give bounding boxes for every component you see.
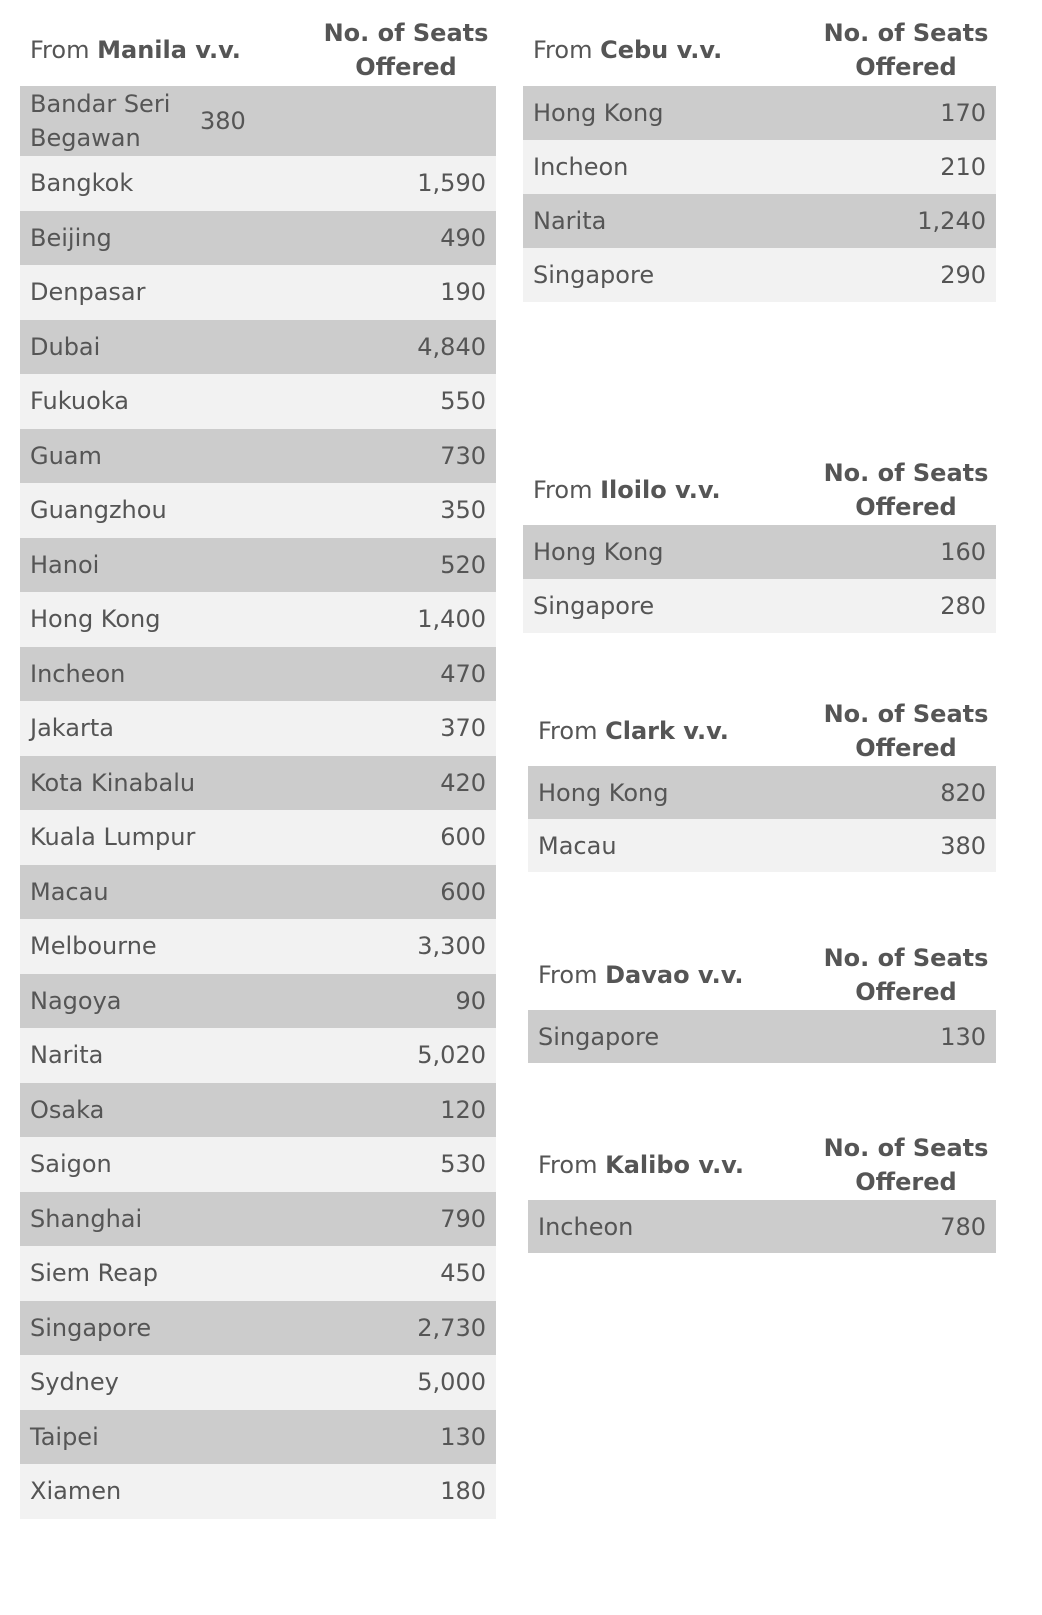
origin-name: Iloilo v.v. xyxy=(600,476,721,504)
table-row xyxy=(20,1410,496,1465)
destination-cell: Nagoya xyxy=(30,986,122,1015)
from-prefix: From xyxy=(538,961,598,989)
table-row xyxy=(20,1083,496,1138)
destination-cell: Xiamen xyxy=(30,1477,122,1506)
route-table-iloilo xyxy=(523,455,996,633)
from-prefix: From xyxy=(30,36,90,64)
destination-cell: Denpasar xyxy=(30,278,146,307)
seats-cell: 190 xyxy=(440,278,486,307)
seats-cell: 380 xyxy=(200,107,246,135)
seats-cell: 780 xyxy=(940,1212,986,1241)
table-row xyxy=(528,766,996,819)
destination-cell: Siem Reap xyxy=(30,1259,158,1288)
from-prefix: From xyxy=(533,476,593,504)
destination-cell: Macau xyxy=(30,877,109,906)
seats-column-header: No. of Seats Offered xyxy=(823,19,989,81)
route-table-manila xyxy=(20,14,496,1519)
seats-column-header: No. of Seats Offered xyxy=(823,700,989,762)
table-header xyxy=(523,455,996,525)
destination-cell: Narita xyxy=(533,207,607,235)
seats-cell: 600 xyxy=(440,877,486,906)
table-row xyxy=(20,1355,496,1410)
seats-cell: 790 xyxy=(440,1204,486,1233)
seats-cell: 420 xyxy=(440,768,486,797)
table-row xyxy=(523,194,996,248)
table-row xyxy=(20,1246,496,1301)
table-row xyxy=(20,756,496,811)
seats-cell: 280 xyxy=(940,592,986,620)
table-header xyxy=(528,696,996,766)
seats-cell: 470 xyxy=(440,659,486,688)
destination-cell: Hong Kong xyxy=(533,99,664,127)
origin-label xyxy=(528,1151,816,1179)
seats-cell: 5,020 xyxy=(417,1041,486,1070)
destination-cell: Singapore xyxy=(533,592,655,620)
seats-cell: 350 xyxy=(440,496,486,525)
destination-cell: Guam xyxy=(30,441,102,470)
table-header xyxy=(20,14,496,86)
origin-name: Kalibo v.v. xyxy=(605,1151,744,1179)
table-row xyxy=(20,320,496,375)
destination-cell: Jakarta xyxy=(30,714,114,743)
table-header xyxy=(528,1130,996,1200)
origin-label xyxy=(523,476,816,504)
destination-cell: Singapore xyxy=(538,1022,660,1051)
table-row xyxy=(20,701,496,756)
seats-cell: 520 xyxy=(440,550,486,579)
destination-cell: Taipei xyxy=(30,1422,99,1451)
seats-cell: 170 xyxy=(940,99,986,127)
table-body xyxy=(528,1200,996,1253)
seats-cell: 180 xyxy=(440,1477,486,1506)
table-body xyxy=(523,525,996,633)
table-row xyxy=(20,865,496,920)
seats-cell: 130 xyxy=(940,1022,986,1051)
seats-cell: 380 xyxy=(940,831,986,860)
destination-cell: Bandar Seri Begawan xyxy=(30,90,171,152)
destination-cell: Incheon xyxy=(538,1212,634,1241)
destination-cell: Kuala Lumpur xyxy=(30,823,196,852)
table-body xyxy=(523,86,996,302)
seats-cell: 820 xyxy=(940,778,986,807)
table-row xyxy=(528,1010,996,1063)
table-row xyxy=(20,974,496,1029)
table-row xyxy=(20,1301,496,1356)
table-row xyxy=(20,211,496,266)
table-row xyxy=(523,248,996,302)
origin-name: Clark v.v. xyxy=(605,717,729,745)
destination-cell: Saigon xyxy=(30,1150,112,1179)
table-header xyxy=(523,14,996,86)
seats-cell: 600 xyxy=(440,823,486,852)
seats-cell: 530 xyxy=(440,1150,486,1179)
table-row xyxy=(528,1200,996,1253)
destination-cell: Hong Kong xyxy=(538,778,669,807)
table-row xyxy=(20,1137,496,1192)
table-row xyxy=(528,819,996,872)
seats-cell: 160 xyxy=(940,538,986,566)
origin-label xyxy=(20,36,316,64)
destination-cell: Dubai xyxy=(30,332,101,361)
table-row xyxy=(20,1192,496,1247)
destination-cell: Sydney xyxy=(30,1368,119,1397)
route-table-cebu xyxy=(523,14,996,302)
table-row xyxy=(20,374,496,429)
table-body xyxy=(528,766,996,872)
table-row xyxy=(523,579,996,633)
seats-cell: 730 xyxy=(440,441,486,470)
seats-cell: 3,300 xyxy=(417,932,486,961)
from-prefix: From xyxy=(538,1151,598,1179)
table-body xyxy=(528,1010,996,1063)
origin-label xyxy=(528,961,816,989)
table-row xyxy=(20,810,496,865)
table-row xyxy=(20,919,496,974)
destination-cell: Beijing xyxy=(30,223,112,252)
table-row xyxy=(20,265,496,320)
seats-cell: 4,840 xyxy=(417,332,486,361)
route-table-kalibo xyxy=(528,1130,996,1253)
seats-column-header: No. of Seats Offered xyxy=(823,459,989,521)
route-table-clark xyxy=(528,696,996,872)
table-row xyxy=(523,525,996,579)
seats-cell: 90 xyxy=(455,986,486,1015)
destination-cell: Incheon xyxy=(30,659,126,688)
destination-cell: Guangzhou xyxy=(30,496,167,525)
destination-cell: Hong Kong xyxy=(30,605,161,634)
from-prefix: From xyxy=(533,36,593,64)
origin-name: Davao v.v. xyxy=(605,961,744,989)
destination-cell: Osaka xyxy=(30,1095,105,1124)
seats-cell: 1,240 xyxy=(917,207,986,235)
table-body xyxy=(20,86,496,1519)
seats-column-header: No. of Seats Offered xyxy=(323,19,489,81)
table-row xyxy=(20,538,496,593)
destination-cell: Singapore xyxy=(30,1313,152,1342)
table-header xyxy=(528,940,996,1010)
seats-cell: 2,730 xyxy=(417,1313,486,1342)
from-prefix: From xyxy=(538,717,598,745)
origin-label xyxy=(528,717,816,745)
origin-name: Cebu v.v. xyxy=(600,36,723,64)
destination-cell: Melbourne xyxy=(30,932,157,961)
seats-cell: 120 xyxy=(440,1095,486,1124)
table-row xyxy=(523,86,996,140)
seats-cell: 290 xyxy=(940,261,986,289)
destination-cell: Bangkok xyxy=(30,169,134,198)
seats-column-header: No. of Seats Offered xyxy=(823,1134,989,1196)
table-row xyxy=(20,86,496,156)
destination-cell: Kota Kinabalu xyxy=(30,768,196,797)
origin-label xyxy=(523,36,816,64)
destination-cell: Incheon xyxy=(533,153,629,181)
destination-cell: Hanoi xyxy=(30,550,100,579)
route-table-davao xyxy=(528,940,996,1063)
seats-cell: 5,000 xyxy=(417,1368,486,1397)
origin-name: Manila v.v. xyxy=(97,36,241,64)
table-row xyxy=(523,140,996,194)
table-row xyxy=(20,1028,496,1083)
table-row xyxy=(20,592,496,647)
destination-cell: Hong Kong xyxy=(533,538,664,566)
seats-cell: 1,400 xyxy=(417,605,486,634)
table-row xyxy=(20,483,496,538)
seats-cell: 450 xyxy=(440,1259,486,1288)
destination-cell: Shanghai xyxy=(30,1204,143,1233)
seats-cell: 370 xyxy=(440,714,486,743)
table-row xyxy=(20,1464,496,1519)
table-row xyxy=(20,647,496,702)
destination-cell: Macau xyxy=(538,831,617,860)
table-row xyxy=(20,429,496,484)
seats-cell: 1,590 xyxy=(417,169,486,198)
seats-cell: 550 xyxy=(440,387,486,416)
destination-cell: Narita xyxy=(30,1041,104,1070)
seats-column-header: No. of Seats Offered xyxy=(823,944,989,1006)
seats-cell: 130 xyxy=(440,1422,486,1451)
seats-cell: 490 xyxy=(440,223,486,252)
destination-cell: Singapore xyxy=(533,261,655,289)
seats-cell: 210 xyxy=(940,153,986,181)
destination-cell: Fukuoka xyxy=(30,387,129,416)
table-row xyxy=(20,156,496,211)
